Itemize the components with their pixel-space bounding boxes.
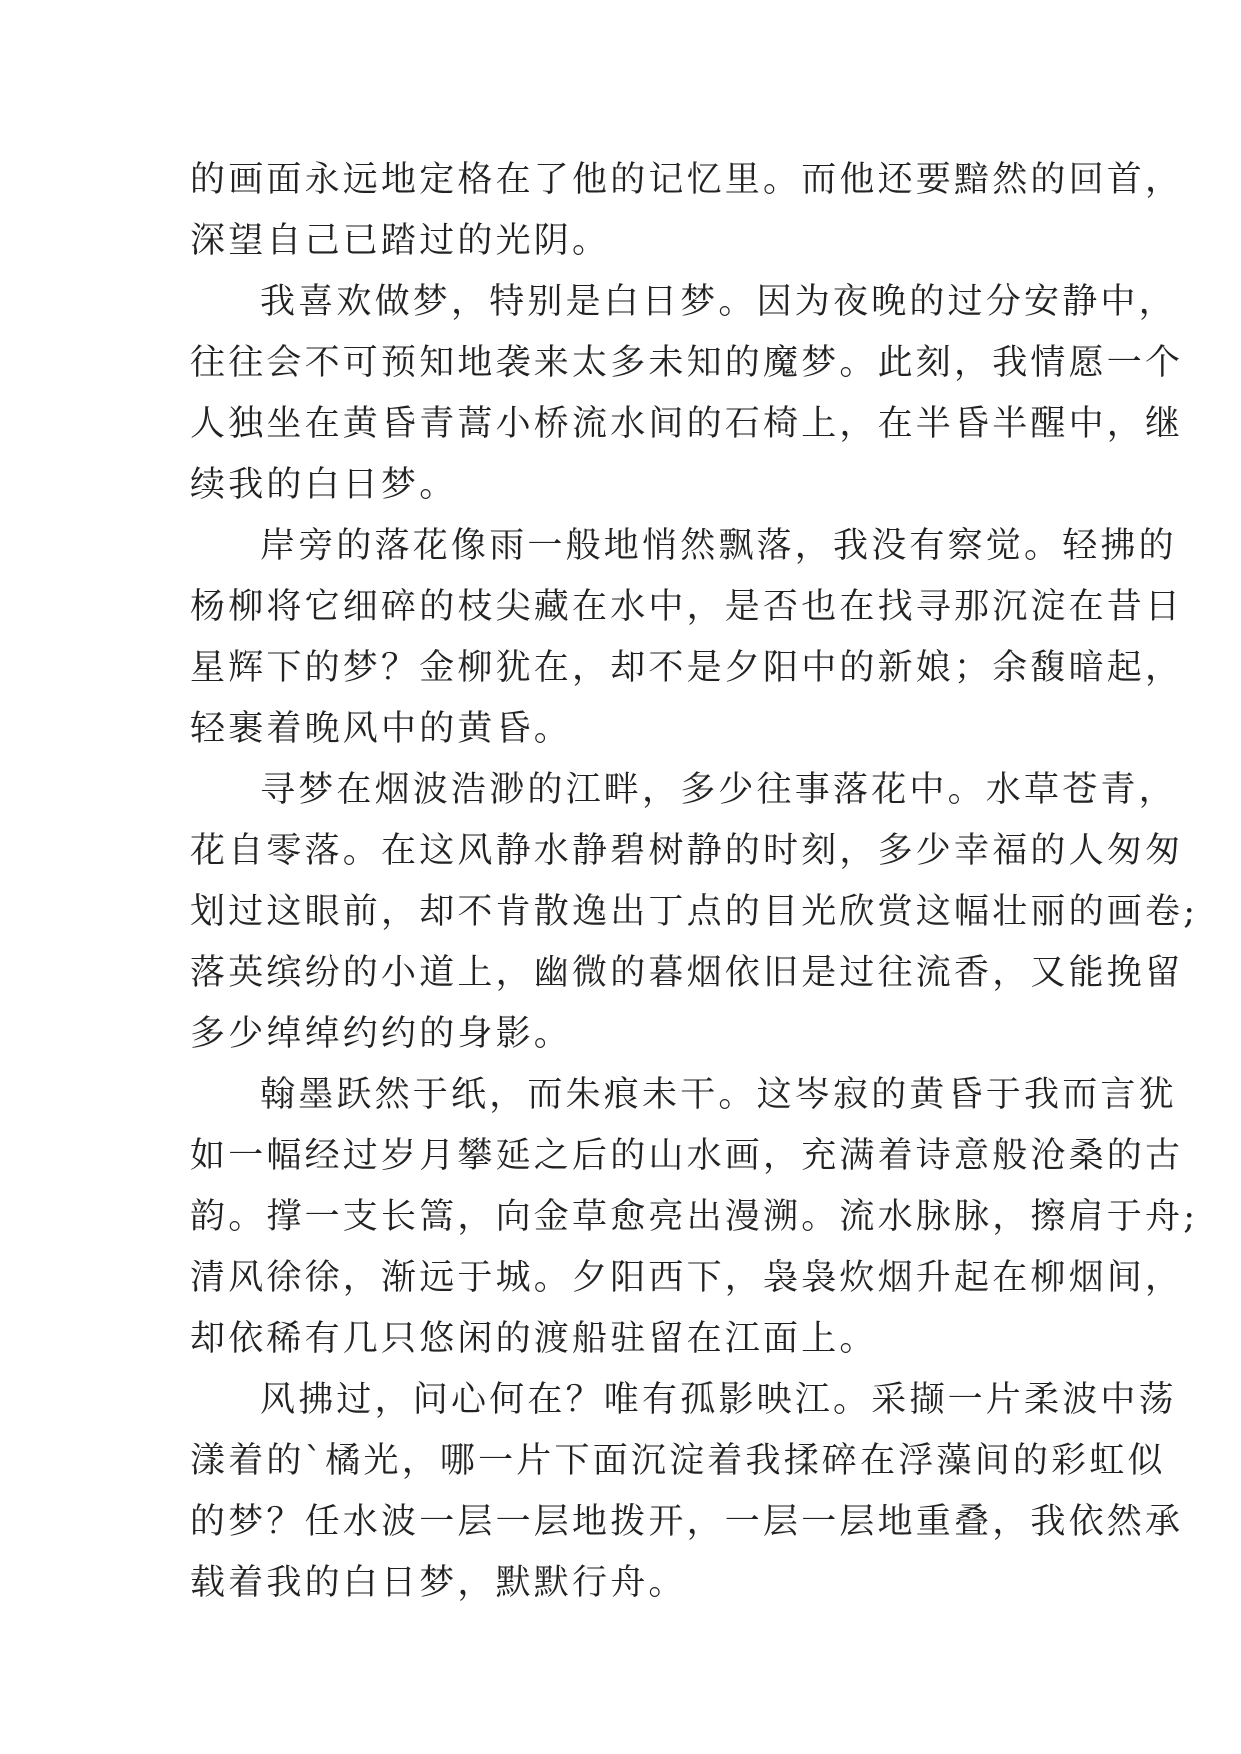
text-line: 往往会不可预知地袭来太多未知的魔梦。此刻，我情愿一个 (190, 343, 1184, 383)
paragraph-1 (190, 150, 1184, 272)
text-line: 岸旁的落花像雨一般地悄然飘落，我没有察觉。轻拂的 (260, 526, 1177, 566)
paragraph-3 (190, 516, 1184, 760)
text-line: 的梦？任水波一层一层地拨开，一层一层地重叠，我依然承 (190, 1502, 1184, 1542)
text-line: 划过这眼前，却不肯散逸出丁点的目光欣赏这幅壮丽的画卷; (190, 892, 1199, 932)
paragraph-5 (190, 1065, 1199, 1370)
text-line: 杨柳将它细碎的枝尖藏在水中，是否也在找寻那沉淀在昔日 (190, 587, 1184, 627)
text-line: 载着我的白日梦，默默行舟。 (190, 1563, 687, 1603)
text-line: 寻梦在烟波浩渺的江畔，多少往事落花中。水草苍青， (260, 770, 1177, 810)
text-line: 如一幅经过岁月攀延之后的山水画，充满着诗意般沧桑的古 (190, 1136, 1184, 1176)
text-line: 韵。撑一支长篙，向金草愈亮出漫溯。流水脉脉，擦肩于舟; (190, 1197, 1199, 1237)
text-line: 我喜欢做梦，特别是白日梦。因为夜晚的过分安静中， (260, 282, 1177, 322)
text-line: 续我的白日梦。 (190, 465, 458, 505)
text-line: 深望自己已踏过的光阴。 (190, 221, 611, 261)
text-line: 人独坐在黄昏青蒿小桥流水间的石椅上，在半昏半醒中，继 (190, 404, 1184, 444)
text-line: 漾着的`橘光，哪一片下面沉淀着我揉碎在浮藻间的彩虹似 (190, 1441, 1166, 1481)
document-page (190, 150, 1199, 1614)
paragraph-6 (190, 1370, 1184, 1614)
text-line: 翰墨跃然于纸，而朱痕未干。这岑寂的黄昏于我而言犹 (260, 1075, 1177, 1115)
text-line: 花自零落。在这风静水静碧树静的时刻，多少幸福的人匆匆 (190, 831, 1184, 871)
text-line: 多少绰绰约约的身影。 (190, 1014, 573, 1054)
paragraph-4 (190, 760, 1199, 1065)
paragraph-2 (190, 272, 1184, 516)
text-line: 星辉下的梦？金柳犹在，却不是夕阳中的新娘；余馥暗起， (190, 648, 1184, 688)
text-line: 落英缤纷的小道上，幽微的暮烟依旧是过往流香，又能挽留 (190, 953, 1184, 993)
text-line: 风拂过，问心何在？唯有孤影映江。采撷一片柔波中荡 (260, 1380, 1177, 1420)
text-line: 的画面永远地定格在了他的记忆里。而他还要黯然的回首， (190, 160, 1184, 200)
text-line: 却依稀有几只悠闲的渡船驻留在江面上。 (190, 1319, 878, 1359)
text-line: 清风徐徐，渐远于城。夕阳西下，袅袅炊烟升起在柳烟间， (190, 1258, 1184, 1298)
text-line: 轻裹着晚风中的黄昏。 (190, 709, 573, 749)
